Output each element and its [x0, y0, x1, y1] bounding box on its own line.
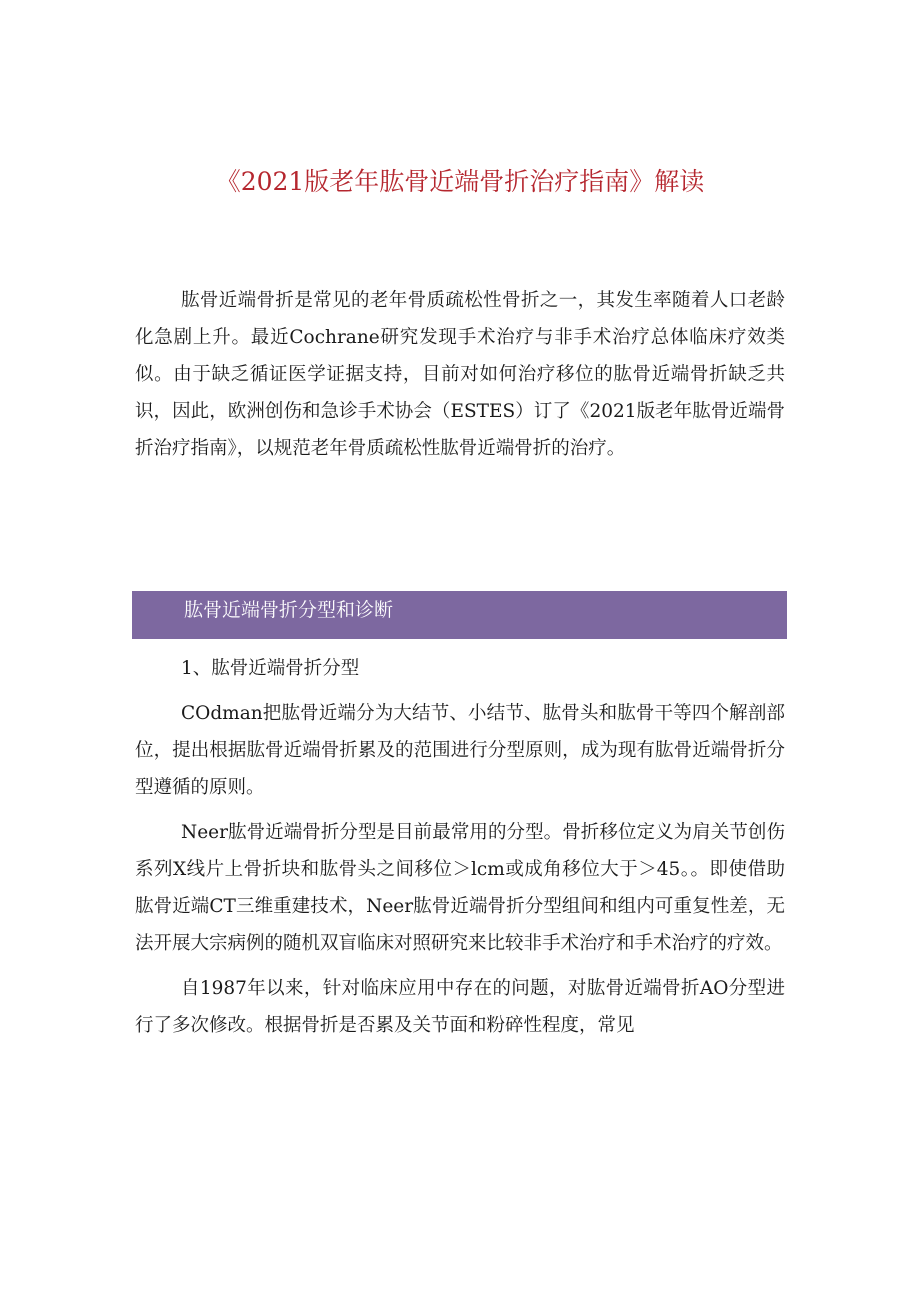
section-heading: 肱骨近端骨折分型和诊断	[184, 599, 394, 621]
body-paragraph: COdman把肱骨近端分为大结节、小结节、肱骨头和肱骨干等四个解剖部位，提出根据肱骨近端骨折累及的范围进行分型原则，成为现有肱骨近端骨折分型遵循的原则。	[135, 703, 785, 798]
subsection-heading: 1、肱骨近端骨折分型	[181, 658, 360, 679]
body-paragraph: 自1987年以来，针对临床应用中存在的问题，对肱骨近端骨折AO分型进行了多次修改。根据骨折是否累及关节面和粉碎性程度，常见	[135, 978, 785, 1036]
section-content	[135, 650, 785, 1052]
section-heading-bar	[132, 591, 787, 639]
intro-paragraph: 肱骨近端骨折是常见的老年骨质疏松性骨折之一，其发生率随着人口老龄化急剧上升。最近Cochrane研究发现手术治疗与非手术治疗总体临床疗效类似。由于缺乏循证医学证据支持，目前对如何治疗移位的肱骨近端骨折缺乏共识，因此，欧洲创伤和急诊手术协会（ESTES）订了《2021版老年肱骨近端骨折治疗指南》，以规范老年骨质疏松性肱骨近端骨折的治疗。	[135, 290, 785, 459]
body-paragraph: Neer肱骨近端骨折分型是目前最常用的分型。骨折移位定义为肩关节创伤系列X线片上骨折块和肱骨头之间移位＞lcm或成角移位大于＞45。。即使借助肱骨近端CT三维重建技术，Neer肱骨近端骨折分型组间和组内可重复性差，无法开展大宗病例的随机双盲临床对照研究来比较非手术治疗和手术治疗的疗效。	[135, 822, 785, 954]
document-title: 《2021版老年肱骨近端骨折治疗指南》解读	[215, 167, 705, 196]
